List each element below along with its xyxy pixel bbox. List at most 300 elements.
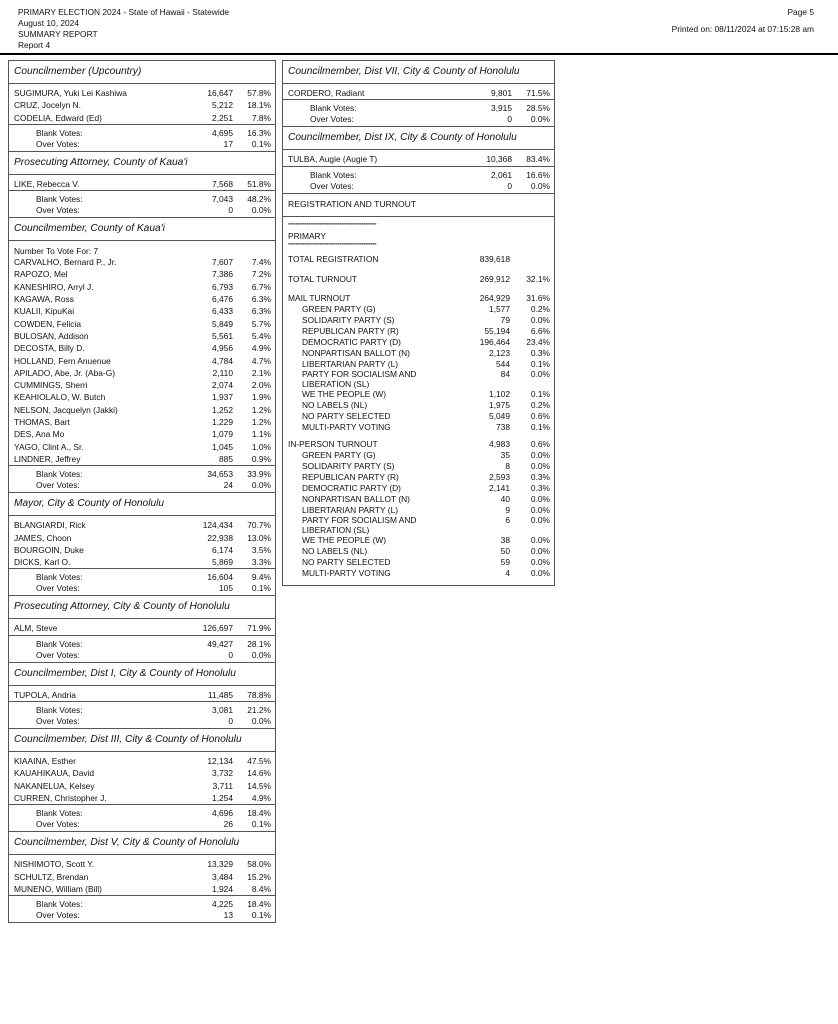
- row-percent: 13.0%: [247, 532, 271, 543]
- row-votes: 3,484: [212, 871, 233, 882]
- row-percent: 32.1%: [526, 273, 550, 284]
- row-percent: 0.0%: [530, 461, 550, 472]
- row-label: SUGIMURA, Yuki Lei Kashiwa: [14, 88, 127, 98]
- row-label: Over Votes:: [36, 205, 80, 216]
- row-votes: 3,732: [212, 768, 233, 779]
- row-votes: 124,434: [202, 520, 233, 531]
- blank-votes-row: [9, 808, 275, 819]
- row-percent: 78.8%: [247, 689, 271, 700]
- row-label: LIBERTARIAN PARTY (L): [302, 505, 399, 516]
- row-label: WE THE PEOPLE (W): [302, 535, 387, 546]
- row-label: Blank Votes:: [310, 103, 357, 114]
- contest-title: Councilmember, County of Kaua'i: [9, 218, 275, 241]
- row-percent: 0.3%: [530, 472, 550, 483]
- row-label: KUALII, KipuKai: [14, 306, 75, 317]
- row-votes: 1,975: [489, 400, 510, 411]
- over-votes-row: [9, 205, 275, 216]
- row-votes: 10,368: [486, 154, 512, 165]
- row-percent: 4.7%: [251, 355, 271, 366]
- blank-votes-row: [9, 194, 275, 205]
- row-votes: 1,045: [212, 441, 233, 452]
- blank-votes-row: [9, 572, 275, 583]
- row-percent: 0.6%: [530, 439, 550, 450]
- row-votes: 17: [223, 138, 233, 149]
- inperson-party-row: [283, 557, 554, 568]
- row-label: NELSON, Jacquelyn (Jakki): [14, 404, 118, 415]
- row-percent: 1.2%: [251, 404, 271, 415]
- candidate-row: [9, 281, 275, 293]
- over-votes-row: [9, 910, 275, 921]
- row-percent: 58.0%: [247, 859, 271, 870]
- row-votes: 1,079: [212, 429, 233, 440]
- contest-section: [9, 218, 275, 493]
- row-votes: 3,915: [491, 103, 512, 114]
- row-label: TOTAL REGISTRATION: [288, 253, 379, 264]
- row-percent: 0.2%: [530, 304, 550, 315]
- contest-title: Councilmember (Upcountry): [9, 61, 275, 84]
- mail-party-row: [283, 422, 554, 433]
- row-percent: 0.1%: [530, 359, 550, 370]
- row-label: MUNENO, William (Bill): [14, 883, 102, 894]
- row-percent: 2.1%: [251, 367, 271, 378]
- row-label: DEMOCRATIC PARTY (D): [302, 337, 401, 348]
- row-votes: 5,049: [489, 411, 510, 422]
- candidate-list: [9, 855, 275, 895]
- candidate-row: [9, 178, 275, 190]
- candidate-row: [9, 792, 275, 804]
- row-percent: 70.7%: [247, 520, 271, 531]
- row-label: Over Votes:: [36, 910, 80, 921]
- candidate-row: [9, 883, 275, 895]
- candidate-row: [9, 532, 275, 544]
- row-label: Blank Votes:: [36, 899, 83, 910]
- row-percent: 0.2%: [530, 400, 550, 411]
- row-label: NO PARTY SELECTED: [302, 557, 391, 568]
- row-label: Over Votes:: [310, 114, 354, 125]
- row-percent: 0.0%: [530, 369, 550, 380]
- row-label: NO PARTY SELECTED: [302, 411, 391, 422]
- candidate-row: [9, 441, 275, 453]
- row-percent: 14.5%: [247, 780, 271, 791]
- inperson-party-row: [283, 516, 554, 535]
- contest-title: Councilmember, Dist VII, City & County of Honolulu: [283, 61, 554, 84]
- inperson-turnout-row: [283, 439, 554, 450]
- row-percent: 18.4%: [247, 808, 271, 819]
- row-percent: 0.1%: [530, 389, 550, 400]
- row-votes: 6,793: [212, 281, 233, 292]
- row-votes: 269,912: [479, 273, 510, 284]
- row-label: COWDEN, Felicia: [14, 318, 82, 329]
- row-percent: 9.4%: [251, 572, 271, 583]
- row-percent: 0.0%: [251, 205, 271, 216]
- mail-party-row: [283, 315, 554, 326]
- row-label: GREEN PARTY (G): [302, 450, 376, 461]
- row-label: YAGO, Clint A., Sr.: [14, 441, 84, 452]
- row-votes: 26: [223, 819, 233, 830]
- row-percent: 0.0%: [530, 494, 550, 505]
- row-percent: 1.2%: [251, 417, 271, 428]
- mail-party-row: [283, 389, 554, 400]
- row-label: BLANGIARDI, Rick: [14, 520, 86, 531]
- contest-section: [9, 729, 275, 832]
- row-percent: 14.6%: [247, 768, 271, 779]
- candidate-row: [9, 556, 275, 568]
- candidate-row: [9, 416, 275, 428]
- contest-title: Councilmember, Dist IX, City & County of Honolulu: [283, 127, 554, 150]
- candidate-row: [9, 305, 275, 317]
- row-votes: 1,937: [212, 392, 233, 403]
- row-percent: 7.2%: [251, 269, 271, 280]
- blank-votes-row: [9, 899, 275, 910]
- over-votes-row: [9, 139, 275, 150]
- row-label: LINDNER, Jeffrey: [14, 453, 81, 464]
- contest-section: [283, 61, 554, 127]
- candidate-row: [9, 453, 275, 465]
- row-votes: 6,174: [212, 544, 233, 555]
- row-label: CUMMINGS, Sherri: [14, 380, 88, 391]
- candidate-row: [9, 544, 275, 556]
- row-percent: 16.3%: [247, 127, 271, 138]
- blank-over-votes: [9, 124, 275, 151]
- mail-party-row: [283, 348, 554, 359]
- row-votes: 2,141: [489, 483, 510, 494]
- row-percent: 0.0%: [530, 450, 550, 461]
- row-percent: 28.5%: [526, 103, 550, 114]
- row-label: BOURGOIN, Duke: [14, 544, 84, 555]
- candidate-list: [9, 619, 275, 634]
- inperson-party-row: [283, 546, 554, 557]
- mail-turnout-row: [283, 293, 554, 304]
- contest-section: [9, 152, 275, 218]
- mail-party-row: [283, 370, 554, 389]
- row-percent: 1.9%: [251, 392, 271, 403]
- row-votes: 4,956: [212, 343, 233, 354]
- row-votes: 79: [500, 315, 510, 326]
- row-percent: 16.6%: [526, 169, 550, 180]
- candidate-list: [9, 516, 275, 568]
- row-percent: 0.0%: [530, 505, 550, 516]
- row-votes: 126,697: [202, 623, 233, 634]
- row-label: PARTY FOR SOCIALISM AND LIBERATION (SL): [302, 516, 417, 535]
- row-votes: 9: [505, 505, 510, 516]
- row-label: KEAHIOLALO, W. Butch: [14, 392, 106, 403]
- row-percent: 0.0%: [530, 180, 550, 191]
- row-percent: 1.1%: [251, 429, 271, 440]
- row-label: NO LABELS (NL): [302, 546, 368, 557]
- row-votes: 5,869: [212, 557, 233, 568]
- row-votes: 8: [505, 461, 510, 472]
- row-percent: 0.1%: [251, 583, 271, 594]
- candidate-list: [9, 175, 275, 190]
- row-votes: 2,123: [489, 348, 510, 359]
- row-votes: 6,476: [212, 294, 233, 305]
- row-votes: 2,074: [212, 380, 233, 391]
- row-votes: 4,983: [489, 439, 510, 450]
- contest-title: Councilmember, Dist III, City & County of Honolulu: [9, 729, 275, 752]
- row-label: SCHULTZ, Brendan: [14, 871, 89, 882]
- row-votes: 885: [219, 453, 233, 464]
- candidate-list: [9, 84, 275, 124]
- row-percent: 71.5%: [526, 88, 550, 98]
- row-percent: 18.4%: [247, 899, 271, 910]
- contest-title: Mayor, City & County of Honolulu: [9, 493, 275, 516]
- row-votes: 196,464: [479, 337, 510, 348]
- row-percent: 4.9%: [251, 792, 271, 803]
- spacer: [283, 265, 554, 273]
- row-label: NONPARTISAN BALLOT (N): [302, 494, 410, 505]
- candidate-list: [283, 84, 554, 99]
- candidate-list: [9, 241, 275, 465]
- row-label: CRUZ, Jocelyn N.: [14, 100, 82, 111]
- candidate-row: [9, 330, 275, 342]
- row-label: KANESHIRO, Arryl J.: [14, 281, 94, 292]
- row-votes: 12,134: [207, 756, 233, 767]
- row-percent: 5.4%: [251, 330, 271, 341]
- blank-votes-row: [9, 469, 275, 480]
- over-votes-row: [9, 583, 275, 594]
- row-percent: 7.4%: [251, 257, 271, 268]
- row-percent: 48.2%: [247, 194, 271, 205]
- row-percent: 57.8%: [247, 88, 271, 98]
- row-percent: 3.5%: [251, 544, 271, 555]
- contest-title: Prosecuting Attorney, County of Kaua'i: [9, 152, 275, 175]
- candidate-row: [9, 755, 275, 767]
- inperson-party-row: [283, 505, 554, 516]
- row-percent: 6.6%: [530, 326, 550, 337]
- row-percent: 4.9%: [251, 343, 271, 354]
- row-votes: 50: [500, 546, 510, 557]
- row-percent: 0.0%: [530, 114, 550, 125]
- contest-section: [283, 127, 554, 193]
- stars-divider: ************************************************: [288, 222, 377, 229]
- inperson-party-row: [283, 568, 554, 579]
- over-votes-row: [9, 650, 275, 661]
- row-label: Over Votes:: [36, 138, 80, 149]
- candidate-row: [9, 342, 275, 354]
- row-label: PARTY FOR SOCIALISM AND LIBERATION (SL): [302, 370, 417, 389]
- candidate-row: [9, 780, 275, 792]
- inperson-party-row: [283, 461, 554, 472]
- contest-section: [9, 832, 275, 923]
- row-votes: 35: [500, 450, 510, 461]
- row-votes: 55,194: [484, 326, 510, 337]
- row-votes: 3,711: [212, 780, 233, 791]
- row-percent: 0.3%: [530, 348, 550, 359]
- row-percent: 5.7%: [251, 318, 271, 329]
- row-label: CURREN, Christopher J.: [14, 792, 107, 803]
- row-votes: 11,485: [208, 689, 233, 700]
- row-label: WE THE PEOPLE (W): [302, 389, 387, 400]
- row-percent: 0.1%: [251, 819, 271, 830]
- row-label: Blank Votes:: [36, 127, 83, 138]
- row-votes: 1,254: [212, 792, 233, 803]
- row-label: DES, Ana Mo: [14, 429, 65, 440]
- row-votes: 0: [507, 114, 512, 125]
- row-votes: 4,695: [212, 127, 233, 138]
- inperson-party-row: [283, 450, 554, 461]
- blank-votes-row: [9, 128, 275, 139]
- candidate-row: [9, 99, 275, 111]
- candidate-list: [283, 150, 554, 165]
- row-votes: 16,604: [207, 572, 233, 583]
- row-label: LIKE, Rebecca V.: [14, 178, 80, 189]
- stars-divider: ************************************************: [288, 242, 377, 249]
- row-votes: 5,849: [212, 318, 233, 329]
- row-label: Blank Votes:: [36, 572, 83, 583]
- row-votes: 544: [496, 359, 510, 370]
- row-label: CORDERO, Radiant: [288, 88, 365, 98]
- over-votes-row: [283, 114, 554, 125]
- row-votes: 13,329: [207, 859, 233, 870]
- row-label: Over Votes:: [36, 480, 80, 491]
- over-votes-row: [9, 819, 275, 830]
- row-votes: 7,386: [212, 269, 233, 280]
- row-label: GREEN PARTY (G): [302, 304, 376, 315]
- candidate-row: [9, 293, 275, 305]
- row-label: BULOSAN, Addison: [14, 330, 89, 341]
- row-votes: 4,696: [212, 808, 233, 819]
- row-label: Over Votes:: [36, 716, 80, 727]
- candidate-list: [9, 686, 275, 701]
- report-type: SUMMARY REPORT: [18, 29, 98, 39]
- contest-title: Councilmember, Dist I, City & County of Honolulu: [9, 663, 275, 686]
- mail-party-row: [283, 304, 554, 315]
- over-votes-row: [9, 480, 275, 491]
- report-header: [18, 7, 229, 51]
- row-percent: 0.0%: [251, 716, 271, 727]
- inperson-party-row: [283, 535, 554, 546]
- candidate-row: [9, 355, 275, 367]
- candidate-row: [9, 379, 275, 391]
- row-votes: 4,225: [212, 899, 233, 910]
- right-column: [282, 60, 555, 586]
- row-percent: 18.1%: [247, 100, 271, 111]
- row-percent: 1.0%: [251, 441, 271, 452]
- row-percent: 28.1%: [247, 638, 271, 649]
- contest-section: [9, 663, 275, 729]
- row-percent: 7.8%: [251, 112, 271, 123]
- row-votes: 5,561: [212, 330, 233, 341]
- blank-over-votes: [9, 701, 275, 728]
- blank-over-votes: [9, 465, 275, 492]
- row-label: SOLIDARITY PARTY (S): [302, 461, 395, 472]
- row-percent: 0.0%: [530, 557, 550, 568]
- mail-party-row: [283, 400, 554, 411]
- row-percent: 0.1%: [251, 910, 271, 921]
- row-label: DECOSTA, Billy D.: [14, 343, 85, 354]
- row-votes: 49,427: [207, 638, 233, 649]
- row-label: MULTI-PARTY VOTING: [302, 568, 391, 579]
- row-label: Blank Votes:: [36, 194, 83, 205]
- blank-over-votes: [9, 568, 275, 595]
- inperson-party-row: [283, 494, 554, 505]
- row-label: Blank Votes:: [36, 808, 83, 819]
- candidate-list: [9, 752, 275, 804]
- candidate-row: [9, 767, 275, 779]
- report-title: PRIMARY ELECTION 2024 - State of Hawaii - Statewide: [18, 7, 230, 17]
- row-votes: 34,653: [207, 469, 233, 480]
- candidate-row: [9, 428, 275, 440]
- row-percent: 0.0%: [530, 568, 550, 579]
- row-label: TUPOLA, Andria: [14, 689, 76, 700]
- primary-label: PRIMARY: [288, 230, 327, 241]
- row-label: TOTAL TURNOUT: [288, 273, 358, 284]
- candidate-row: [9, 268, 275, 280]
- row-votes: 84: [500, 369, 510, 380]
- row-label: LIBERTARIAN PARTY (L): [302, 359, 399, 370]
- candidate-row: [9, 112, 275, 124]
- candidate-row: [9, 871, 275, 883]
- row-label: IN-PERSON TURNOUT: [288, 439, 378, 450]
- row-votes: 7,568: [212, 178, 233, 189]
- row-percent: 23.4%: [526, 337, 550, 348]
- row-votes: 1,577: [489, 304, 510, 315]
- row-label: NISHIMOTO, Scott Y.: [14, 859, 95, 870]
- mail-party-row: [283, 337, 554, 348]
- row-percent: 8.4%: [251, 883, 271, 894]
- candidate-row: [283, 87, 554, 99]
- row-votes: 22,938: [207, 532, 233, 543]
- row-votes: 1,102: [489, 389, 510, 400]
- inperson-party-row: [283, 472, 554, 483]
- candidate-row: [283, 153, 554, 165]
- row-label: MULTI-PARTY VOTING: [302, 422, 391, 433]
- row-votes: 24: [223, 480, 233, 491]
- row-label: JAMES, Choon: [14, 532, 72, 543]
- row-votes: 4,784: [212, 355, 233, 366]
- vote-for-note: Number To Vote For: 7: [14, 246, 99, 257]
- row-votes: 3,081: [212, 705, 233, 716]
- row-percent: 0.6%: [530, 411, 550, 422]
- row-votes: 38: [500, 535, 510, 546]
- candidate-row: [9, 519, 275, 531]
- row-votes: 4: [505, 568, 510, 579]
- contest-section: [9, 596, 275, 662]
- contest-section: [9, 61, 275, 152]
- row-percent: 51.8%: [247, 178, 271, 189]
- row-votes: 1,252: [212, 404, 233, 415]
- mail-party-row: [283, 326, 554, 337]
- row-label: HOLLAND, Fern Anuenue: [14, 355, 111, 366]
- row-votes: 5,212: [212, 100, 233, 111]
- row-percent: 0.0%: [530, 315, 550, 326]
- row-percent: 0.1%: [251, 138, 271, 149]
- row-label: Over Votes:: [36, 649, 80, 660]
- contest-title: Prosecuting Attorney, City & County of Honolulu: [9, 596, 275, 619]
- row-votes: 0: [228, 716, 233, 727]
- row-label: MAIL TURNOUT: [288, 293, 351, 304]
- blank-over-votes: [283, 166, 554, 193]
- contest-title: Councilmember, Dist V, City & County of Honolulu: [9, 832, 275, 855]
- blank-votes-row: [9, 705, 275, 716]
- row-percent: [510, 253, 554, 265]
- row-label: Over Votes:: [36, 583, 80, 594]
- row-percent: 0.9%: [251, 453, 271, 464]
- row-label: Over Votes:: [310, 180, 354, 191]
- row-votes: 0: [228, 649, 233, 660]
- turnout-section: [283, 194, 554, 587]
- row-votes: 13: [223, 910, 233, 921]
- row-label: APILADO, Abe, Jr. (Aba-G): [14, 367, 116, 378]
- row-percent: 0.0%: [530, 515, 550, 526]
- row-votes: 6,433: [212, 306, 233, 317]
- row-label: DICKS, Karl O.: [14, 557, 71, 568]
- blank-over-votes: [9, 895, 275, 922]
- row-label: KAUAHIKAUA, David: [14, 768, 95, 779]
- row-label: RAPOZO, Mel: [14, 269, 68, 280]
- row-votes: 1,924: [212, 883, 233, 894]
- row-votes: 738: [496, 422, 510, 433]
